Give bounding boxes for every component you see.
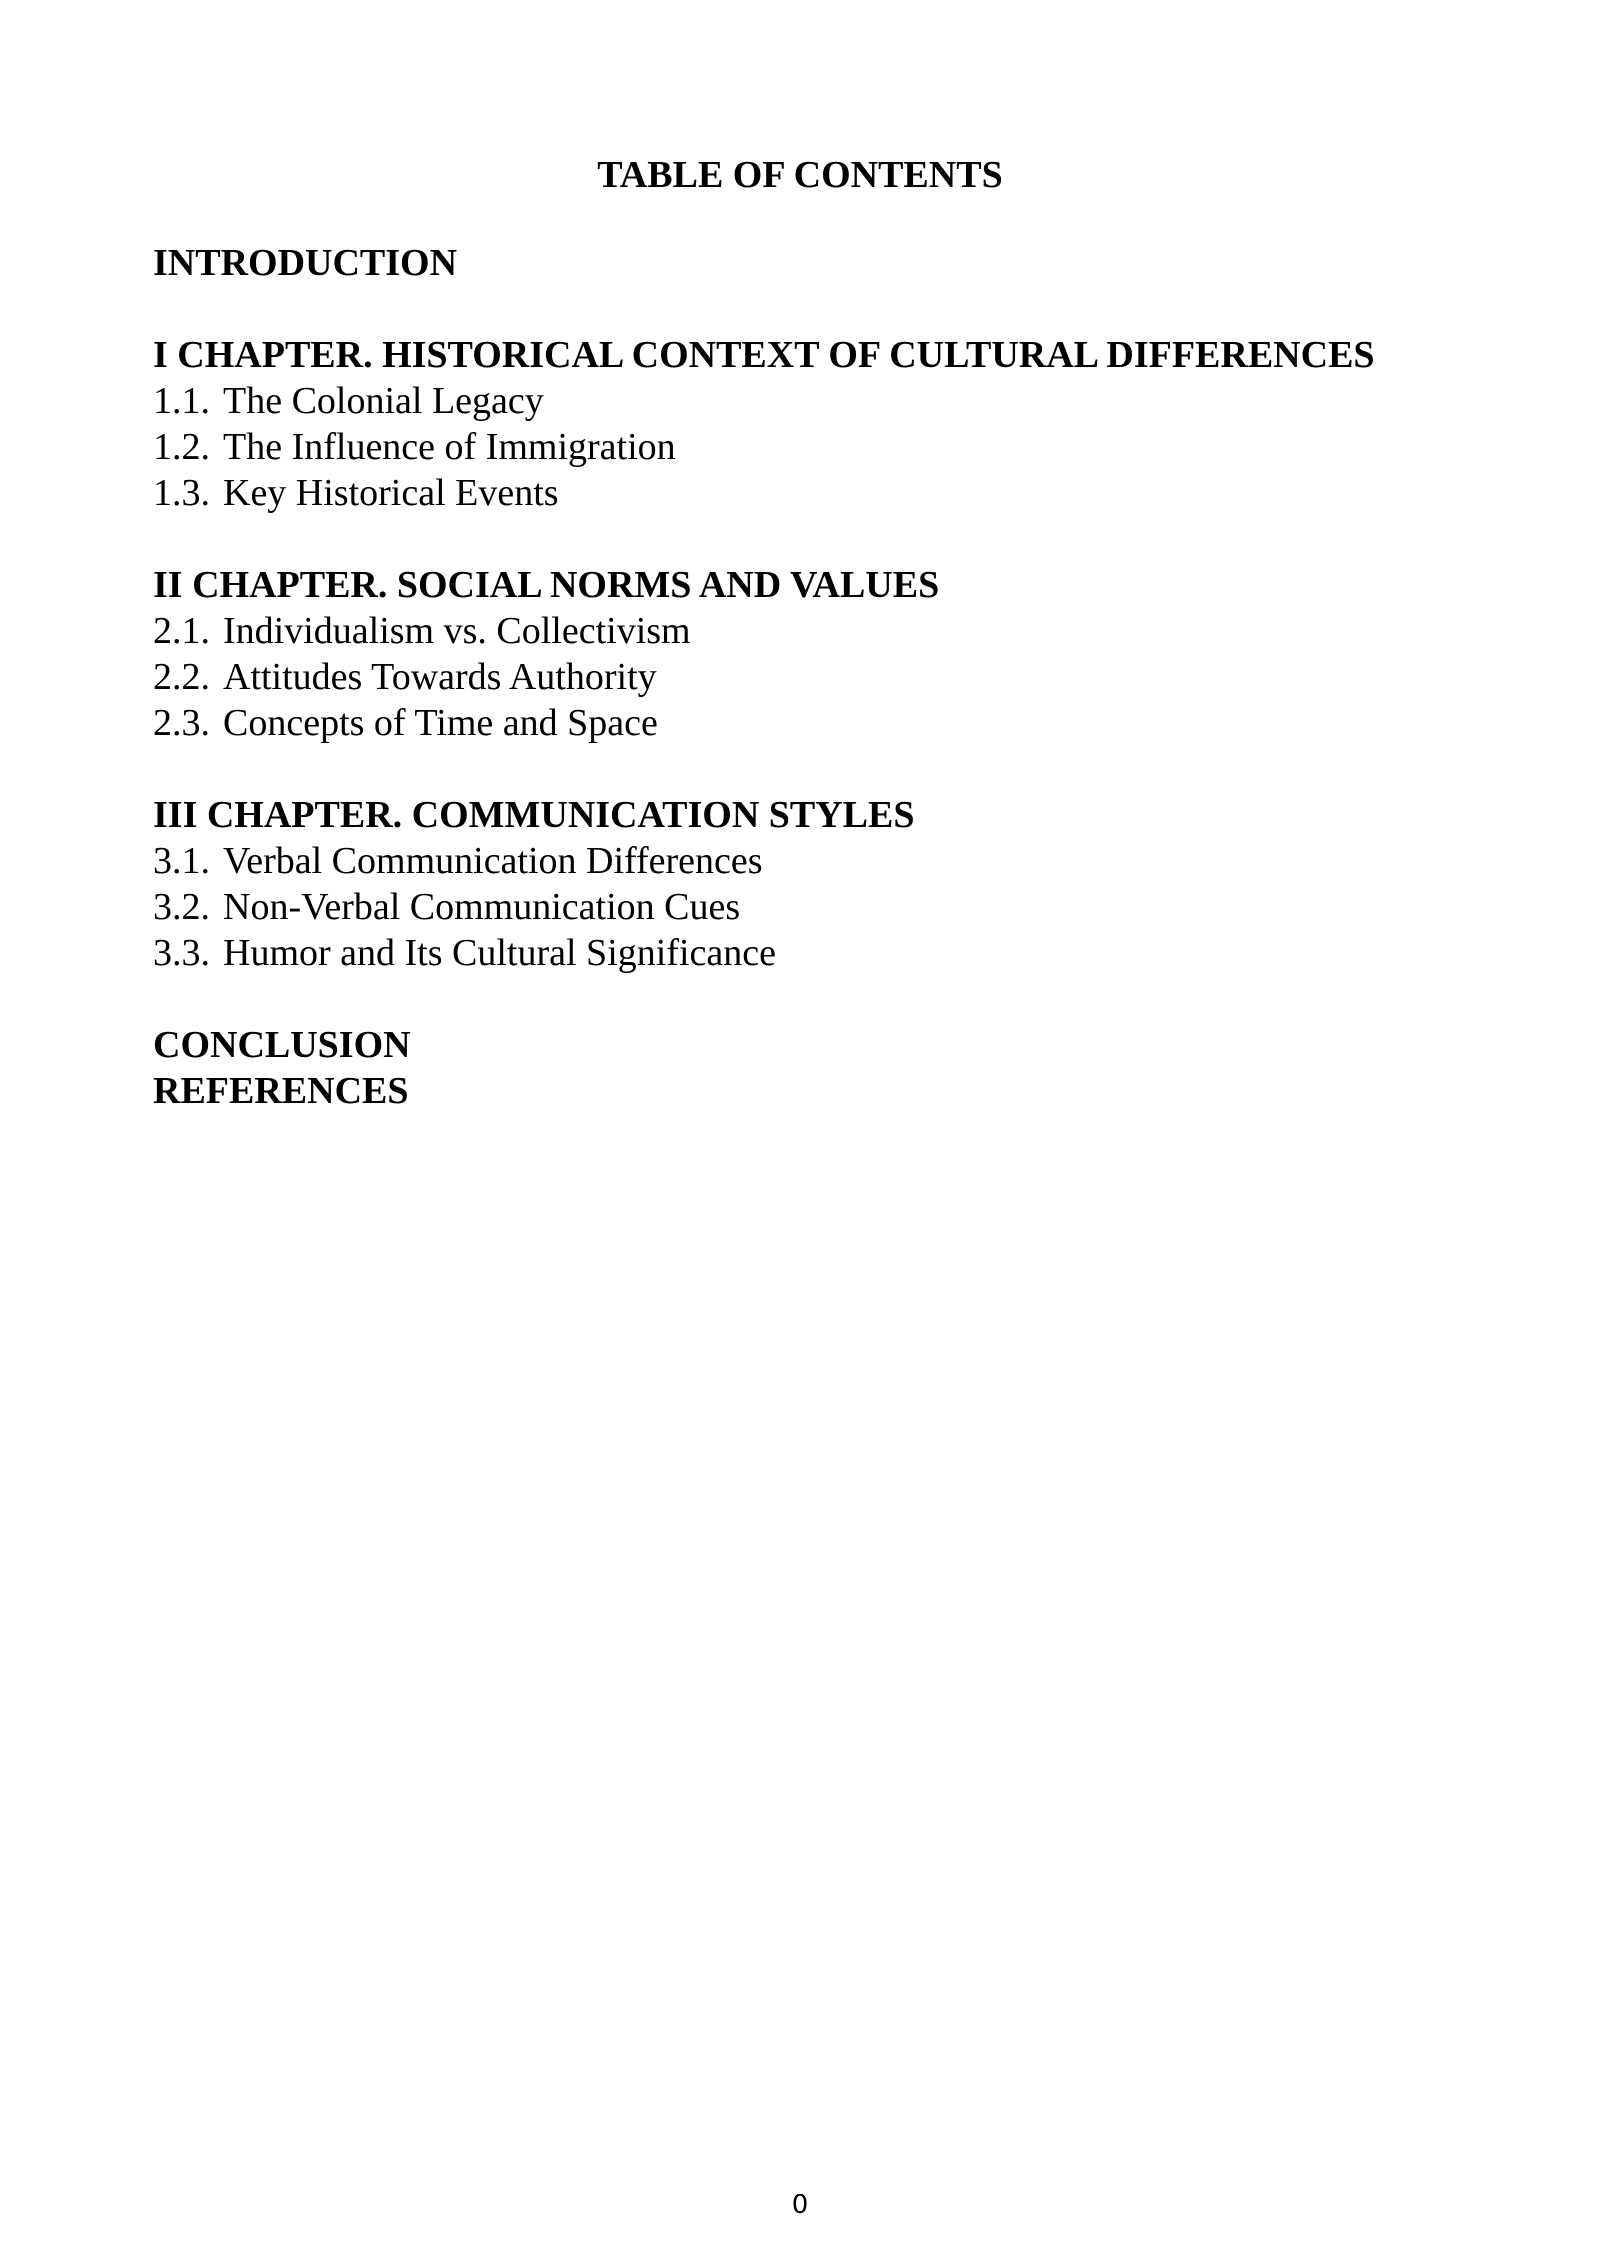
section-number: 2.1. (153, 610, 210, 652)
toc-entry (153, 700, 1453, 746)
chapter-heading: II CHAPTER. SOCIAL NORMS AND VALUES (153, 564, 940, 606)
toc-entry (153, 424, 1453, 470)
section-number: 1.2. (153, 426, 210, 468)
toc-entry (153, 930, 1453, 976)
toc-backmatter-block (153, 1022, 1453, 1114)
toc-entry (153, 884, 1453, 930)
section-title: Humor and Its Cultural Significance (223, 932, 776, 974)
toc-entry (153, 378, 1453, 424)
section-title: Key Historical Events (223, 472, 559, 514)
section-number: 2.3. (153, 702, 210, 744)
section-title: Non-Verbal Communication Cues (223, 886, 741, 928)
section-title: The Colonial Legacy (223, 380, 544, 422)
section-number: 3.1. (153, 840, 210, 882)
toc-references: REFERENCES (153, 1070, 409, 1112)
section-number: 3.2. (153, 886, 210, 928)
table-of-contents (153, 240, 1453, 1114)
toc-entry (153, 470, 1453, 516)
toc-entry (153, 608, 1453, 654)
chapter-heading: III CHAPTER. COMMUNICATION STYLES (153, 794, 915, 836)
section-title: Verbal Communication Differences (223, 840, 763, 882)
section-number: 3.3. (153, 932, 210, 974)
section-title: The Influence of Immigration (223, 426, 676, 468)
section-number: 1.1. (153, 380, 210, 422)
chapter-heading: I CHAPTER. HISTORICAL CONTEXT OF CULTURAL DIFFERENCES (153, 334, 1375, 376)
section-title: Attitudes Towards Authority (223, 656, 657, 698)
page-number: 0 (791, 2190, 809, 2220)
section-number: 1.3. (153, 472, 210, 514)
toc-entry (153, 838, 1453, 884)
toc-chapter-1 (153, 332, 1453, 516)
toc-introduction-block (153, 240, 1453, 286)
toc-conclusion: CONCLUSION (153, 1024, 411, 1066)
section-title: Concepts of Time and Space (223, 702, 658, 744)
toc-entry (153, 654, 1453, 700)
section-number: 2.2. (153, 656, 210, 698)
toc-introduction: INTRODUCTION (153, 242, 458, 284)
toc-chapter-3 (153, 792, 1453, 976)
toc-title: TABLE OF CONTENTS (597, 154, 1003, 196)
section-title: Individualism vs. Collectivism (223, 610, 691, 652)
toc-chapter-2 (153, 562, 1453, 746)
